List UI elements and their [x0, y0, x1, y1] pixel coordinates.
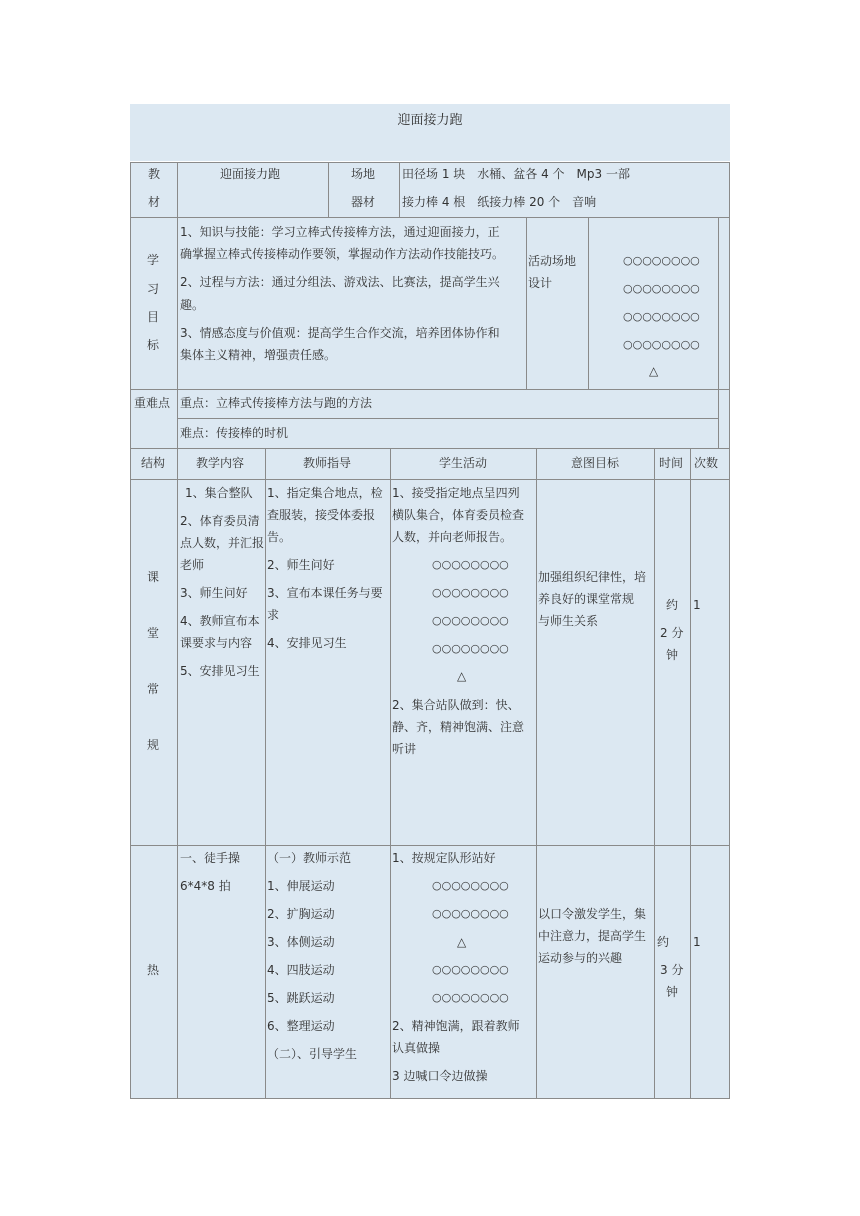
routine-content-line: 点人数，并汇报: [180, 536, 265, 550]
routine-label-char: 常: [147, 682, 160, 696]
grid-line: [130, 162, 730, 163]
objectives-label-char: 学: [147, 253, 160, 267]
grid-line: [130, 479, 730, 480]
warmup-time: 约: [657, 935, 670, 949]
warmup-teacher-line: 5、跳跃运动: [267, 991, 335, 1005]
objectives-label-char: 标: [147, 338, 160, 352]
routine-content-line: 课要求与内容: [180, 636, 253, 650]
warmup-time: 钟: [666, 985, 679, 999]
routine-label-char: 课: [147, 570, 160, 584]
grid-line: [328, 162, 329, 218]
grid-line: [536, 448, 537, 1099]
routine-teacher-line: 2、师生问好: [267, 558, 335, 572]
warmup-student-line: 1、按规定队形站好: [392, 851, 496, 865]
grid-line: [588, 217, 589, 390]
routine-content-line: 1、集合整队: [185, 486, 253, 500]
cell-filler: [719, 218, 729, 389]
objectives-label-char: 目: [147, 310, 160, 324]
routine-student-line: 1、接受指定地点呈四列: [392, 486, 520, 500]
routine-cell: [691, 480, 729, 845]
warmup-student-line: 3 边喊口令边做操: [392, 1069, 488, 1083]
routine-intent-line: 养良好的课堂常规: [538, 592, 635, 606]
objectives-label-char: 习: [147, 282, 160, 296]
warmup-teacher-line: 6、整理运动: [267, 1019, 335, 1033]
warmup-intent-line: 中注意力，提高学生: [538, 929, 647, 943]
warmup-intent-line: 以口令激发学生，集: [538, 907, 647, 921]
formation-row: ○○○○○○○○: [432, 586, 509, 599]
header-time: 时间: [659, 456, 684, 470]
cell-filler-2: [719, 390, 729, 448]
warmup-student-line: 认真做操: [392, 1041, 441, 1055]
routine-student-line: 静、齐，精神饱满、注意: [392, 720, 525, 734]
objective-line: 1、知识与技能：学习立棒式传接棒方法，通过迎面接力，正: [180, 225, 500, 239]
grid-line: [390, 448, 391, 1099]
grid-line: [729, 162, 730, 1099]
warmup-time: 3 分: [660, 963, 684, 977]
formation-row: ○○○○○○○○: [623, 338, 700, 351]
routine-teacher-line: 4、安排见习生: [267, 636, 347, 650]
routine-content-line: 3、师生问好: [180, 586, 248, 600]
warmup-cell: [537, 846, 654, 1098]
routine-label-char: 规: [147, 738, 160, 752]
routine-teacher-line: 查服装，接受体委报: [267, 508, 376, 522]
warmup-teacher-line: 3、体侧运动: [267, 935, 335, 949]
grid-line: [130, 845, 730, 846]
formation-row: ○○○○○○○○: [432, 614, 509, 627]
objective-line: 集体主义精神，增强责任感。: [180, 348, 337, 362]
routine-teacher-line: 求: [267, 608, 280, 622]
formation-row: ○○○○○○○○: [623, 310, 700, 323]
formation-row: ○○○○○○○○: [432, 963, 509, 976]
routine-content-line: 4、教师宣布本: [180, 614, 260, 628]
cell-objectives-text: [178, 218, 526, 389]
formation-row: ○○○○○○○○: [623, 254, 700, 267]
objective-line: 确掌握立棒式传接棒动作要领，掌握动作方法动作技能技巧。: [180, 247, 505, 261]
header-count: 次数: [694, 456, 719, 470]
materials-label-1: 教: [148, 167, 161, 181]
grid-line: [654, 448, 655, 1099]
difficulty: 难点：传接棒的时机: [180, 426, 289, 440]
grid-line: [177, 418, 719, 419]
routine-cell: [537, 480, 654, 845]
formation-row: ○○○○○○○○: [432, 879, 509, 892]
header-structure: 结构: [141, 456, 166, 470]
formation-row: ○○○○○○○○: [432, 991, 509, 1004]
grid-line: [130, 448, 730, 449]
header-teacher: 教师指导: [303, 456, 352, 470]
grid-line: [265, 448, 266, 1099]
routine-content-line: 老师: [180, 558, 205, 572]
materials-label-2: 材: [148, 195, 161, 209]
warmup-content-line: 6*4*8 拍: [180, 879, 231, 893]
site-label-2: 设计: [528, 276, 553, 290]
formation-row: ○○○○○○○○: [432, 642, 509, 655]
routine-student-line: 听讲: [392, 742, 417, 756]
grid-line: [177, 162, 178, 449]
routine-teacher-line: 3、宣布本课任务与要: [267, 586, 383, 600]
routine-student-line: 横队集合，体育委员检查: [392, 508, 525, 522]
grid-line: [130, 162, 131, 1099]
formation-row: ○○○○○○○○: [432, 907, 509, 920]
warmup-teacher-line: （二）、引导学生: [267, 1047, 358, 1061]
warmup-teacher-line: （一）教师示范: [267, 851, 352, 865]
objective-line: 2、过程与方法：通过分组法、游戏法、比赛法，提高学生兴: [180, 275, 500, 289]
warmup-label: 热: [147, 963, 160, 977]
warmup-teacher-line: 1、伸展运动: [267, 879, 335, 893]
grid-line: [177, 448, 178, 1099]
materials-name: 迎面接力跑: [220, 167, 281, 181]
header-content: 教学内容: [196, 456, 245, 470]
routine-teacher-line: 告。: [267, 530, 292, 544]
warmup-count: 1: [693, 935, 701, 949]
objective-line: 3、情感态度与价值观：提高学生合作交流，培养团体协作和: [180, 326, 500, 340]
routine-content-line: 5、安排见习生: [180, 664, 260, 678]
routine-label-char: 堂: [147, 626, 160, 640]
warmup-teacher-line: 4、四肢运动: [267, 963, 335, 977]
grid-line: [130, 1098, 730, 1099]
formation-row: ○○○○○○○○: [623, 282, 700, 295]
routine-intent-line: 与师生关系: [538, 614, 599, 628]
routine-time: 约: [666, 598, 679, 612]
routine-student-line: 2、集合站队做到：快、: [392, 698, 520, 712]
warmup-intent-line: 运动参与的兴趣: [538, 951, 623, 965]
grid-line: [718, 217, 719, 449]
title-band: [130, 104, 730, 161]
teacher-mark: △: [457, 935, 467, 949]
page-title: 迎面接力跑: [397, 113, 463, 128]
teacher-mark: △: [457, 669, 467, 683]
header-intent: 意图目标: [571, 456, 620, 470]
equipment-value: 接力棒 4 根 纸接力棒 20 个 音响: [402, 195, 597, 209]
grid-line: [526, 217, 527, 390]
grid-line: [130, 217, 730, 218]
warmup-content-line: 一、徒手操: [180, 851, 241, 865]
grid-line: [399, 162, 400, 218]
routine-content-line: 2、体育委员清: [180, 514, 260, 528]
teacher-mark: △: [649, 364, 659, 378]
grid-line: [130, 389, 730, 390]
routine-intent-line: 加强组织纪律性，培: [538, 570, 647, 584]
objective-line: 趣。: [180, 298, 205, 312]
routine-time: 钟: [666, 648, 679, 662]
cell-site-label: [527, 218, 588, 389]
header-student: 学生活动: [439, 456, 488, 470]
warmup-teacher-line: 2、扩胸运动: [267, 907, 335, 921]
grid-line: [690, 448, 691, 1099]
cell-objectives-label: [131, 218, 177, 389]
routine-student-line: 人数，并向老师报告。: [392, 530, 513, 544]
routine-cell: [131, 480, 177, 845]
equipment-label: 器材: [351, 195, 376, 209]
routine-time: 2 分: [660, 626, 684, 640]
warmup-cell: [691, 846, 729, 1098]
venue-label: 场地: [351, 167, 376, 181]
routine-teacher-line: 1、指定集合地点，检: [267, 486, 383, 500]
venue-value: 田径场 1 块 水桶、盆各 4 个 Mp3 一部: [402, 167, 630, 181]
routine-count: 1: [693, 598, 701, 612]
site-label-1: 活动场地: [528, 254, 577, 268]
key-point: 重点：立棒式传接棒方法与跑的方法: [180, 396, 373, 410]
warmup-student-line: 2、精神饱满，跟着教师: [392, 1019, 520, 1033]
formation-row: ○○○○○○○○: [432, 558, 509, 571]
key-label: 重难点: [134, 396, 171, 410]
